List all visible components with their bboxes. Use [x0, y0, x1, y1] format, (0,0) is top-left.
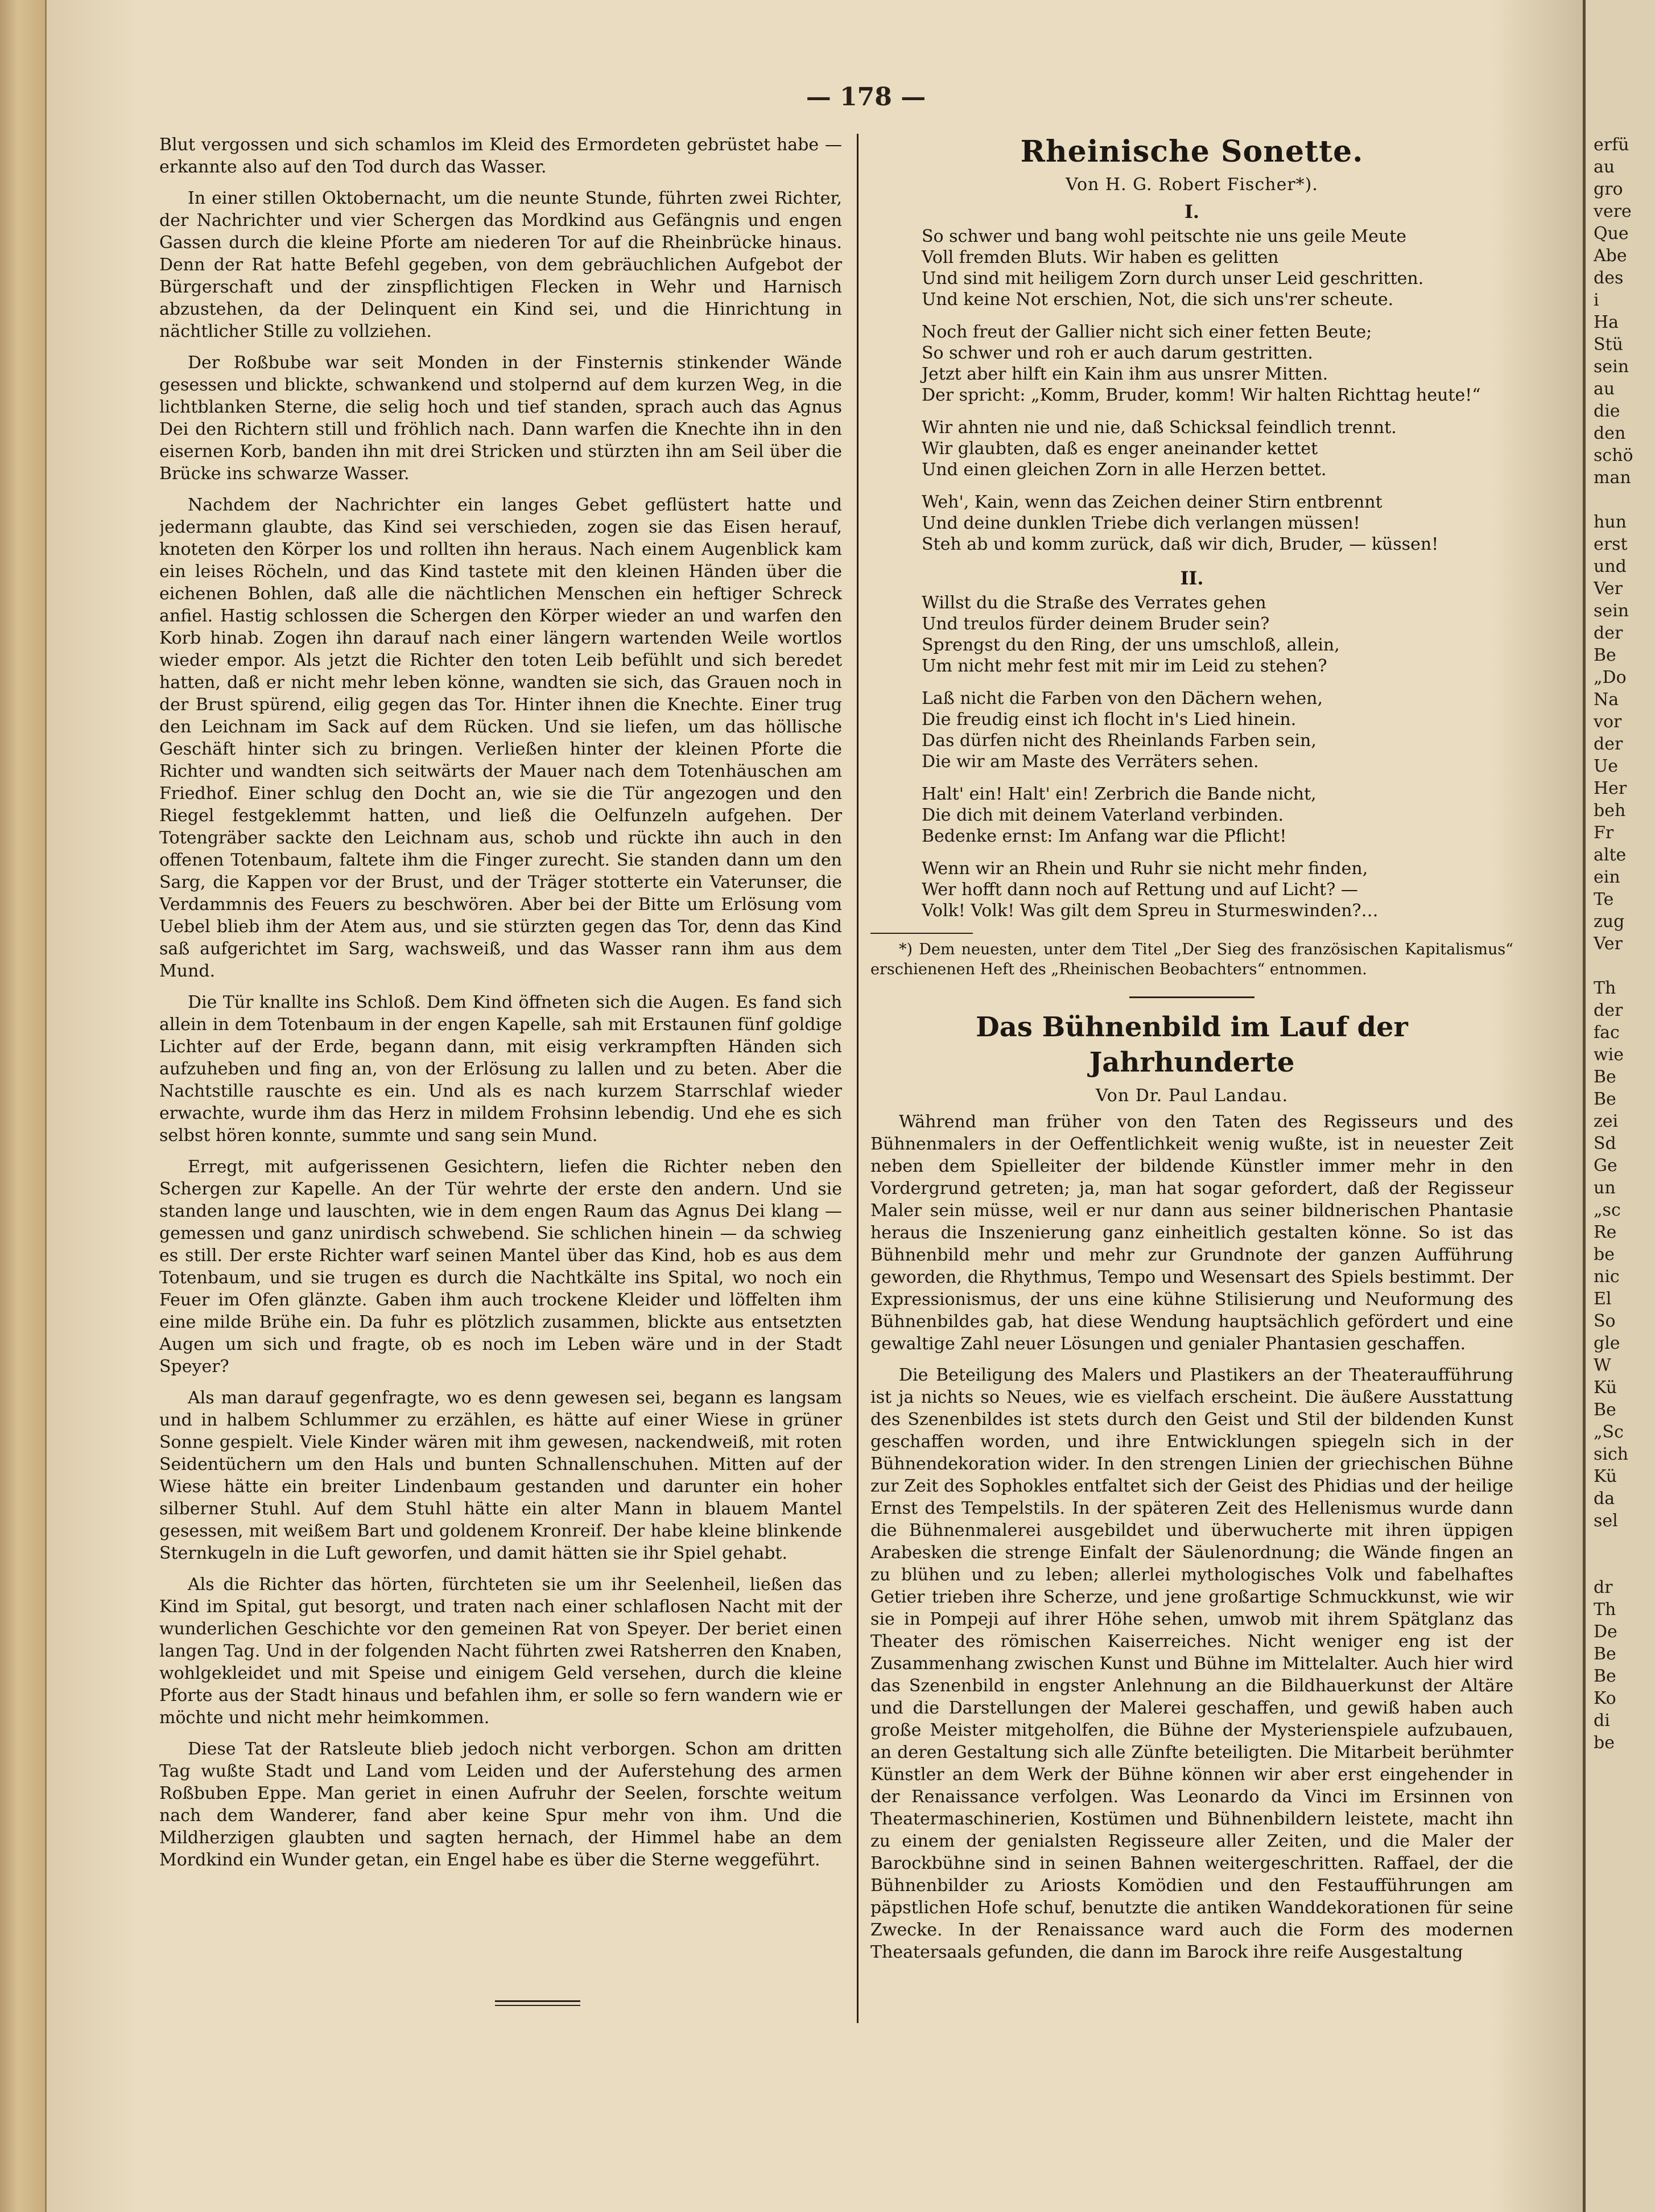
next-page-fragment-line: Ue: [1594, 756, 1619, 776]
poem-title: Rheinische Sonette.: [1020, 134, 1364, 169]
story-paragraph: Die Tür knallte ins Schloß. Dem Kind öffneten sich die Augen. Es fand sich allein in dem Totenbaum in der engen Kapelle, sah mit Erstaunen fünf goldige Lichter auf der Erde, begann dann, mit eisig verkrampften Händen sich aufzuheben und fing an, von der Erlösung zu lallen und zu beten. Aber die Nachtstille rauschte es ein. Und als es nach kurzem Starrschlaf wieder erwachte, wurde ihm das Herz in mildem Frohsinn lebendig. Und ehe es sich selbst hören konnte, summte und sang sein Mund.: [159, 992, 842, 1146]
poem-line: Die dich mit deinem Vaterland verbinden.: [922, 805, 1284, 825]
poem-line: Die wir am Maste des Verräters sehen.: [922, 752, 1259, 772]
story-paragraph: Der Roßbube war seit Monden in der Finsternis stinkender Wände gesessen und blickte, schwankend und stolpernd auf dem kurzen Weg, in die lichtblanken Sterne, die selig hoch und tief standen, sprach auch das Agnus Dei den Richtern still und fröhlich nach. Dann warfen die Knechte ihn in den eisernen Korb, banden ihn mit drei Stricken und stürzten ihn am Seil über die Brücke ins schwarze Wasser.: [159, 353, 842, 484]
poem-line: Steh ab und komm zurück, daß wir dich, Bruder, — küssen!: [922, 534, 1439, 554]
next-page-fragment-line: Ver: [1594, 579, 1623, 599]
next-page-fragment-line: des: [1594, 268, 1624, 288]
next-page-fragment-line: Que: [1594, 224, 1629, 244]
next-page-fragment-line: der: [1594, 1000, 1623, 1020]
next-page-fragment-line: Kü: [1594, 1467, 1617, 1486]
next-page-fragment-line: Sd: [1594, 1134, 1616, 1154]
poem-line: Wir ahnten nie und nie, daß Schicksal feindlich trennt.: [922, 418, 1397, 438]
next-page-fragment-line: erst: [1594, 534, 1628, 554]
next-page-fragment-line: So: [1594, 1311, 1616, 1331]
next-page-fragment-line: Be: [1594, 645, 1616, 665]
next-page-fragment-line: sein: [1594, 357, 1629, 377]
poem-line: Wenn wir an Rhein und Ruhr sie nicht mehr finden,: [922, 859, 1368, 879]
article-byline: Von Dr. Paul Landau.: [1095, 1086, 1289, 1106]
next-page-fragment-line: sein: [1594, 601, 1629, 621]
next-page-fragment-line: fac: [1594, 1023, 1620, 1043]
poem-stanza: [922, 592, 1513, 677]
poem-line: Und sind mit heiligem Zorn durch unser Leid geschritten.: [922, 269, 1424, 289]
next-page-fragment-line: Ge: [1594, 1156, 1617, 1176]
poem-line: So schwer und bang wohl peitschte nie uns geile Meute: [922, 226, 1406, 246]
next-page-fragment-line: [1586, 955, 1655, 977]
poem-line: Und treulos fürder deinem Bruder sein?: [922, 614, 1270, 634]
next-page-fragment-line: Ko: [1594, 1688, 1616, 1708]
next-page-fragment-line: der: [1594, 623, 1623, 643]
poem-line: So schwer und roh er auch darum gestritten.: [922, 343, 1313, 363]
next-page-fragment-line: nic: [1594, 1267, 1620, 1287]
next-page-fragment-line: ein: [1594, 867, 1620, 887]
poem-stanza: [922, 322, 1513, 406]
story-paragraph: Nachdem der Nachrichter ein langes Gebet geflüstert hatte und jedermann glaubte, das Kind sei verschieden, zogen sie das Eisen herauf, knoteten den Körper los und rollten ihn heraus. Nach einem Augenblick kam ein leises Röcheln, und das Kind tastete mit den kleinen Händen über die eichenen Bohlen, daß alle die nächtlichen Menschen ein heftiger Schreck anfiel. Hastig schlossen die Schergen den Körper wieder an und warfen den Korb hinab. Zogen ihn darauf nach einer längern wartenden Weile wortlos wieder empor. Als jetzt die Richter den toten Leib befühlt und sich beredet hatten, daß er nicht mehr leben könne, wandten sie sich, das Grauen noch in der Brust spürend, eilig gegen das Tor. Hinter ihnen die Knechte. Einer trug den Leichnam im Sack auf dem Rücken. Und sie liefen, um das höllische Geschäft hinter sich zu bringen. Verließen hinter der kleinen Pforte die Richter und wandten sich seitwärts der Mauer nach dem Totenhäuschen am Friedhof. Einer schlug den Docht an, wie sie die Tür angezogen und den Riegel festgeklemmt hatten, und ließ die Oelfunzeln aufgehen. Der Totengräber sackte den Leichnam aus, schob und rückte ihn auch in den offenen Totenbaum, faltete ihm die Finger zurecht. Sie standen dann um den Sarg, die Kappen vor der Brust, und der Träger stotterte ein Vaterunser, die Verdammnis des Feuers zu beschwören. Aber bei der Bitte um Erlösung vom Uebel blieb ihm der Atem aus, und sie stürzten gegen das Tor, denn das Kind saß aufgerichtet im Sarg, wachsweiß, und das Wasser rann ihm aus dem Mund.: [159, 495, 842, 981]
next-page-fragment-line: dr: [1594, 1577, 1613, 1597]
next-page-fragment-line: Kü: [1594, 1378, 1617, 1398]
next-page-fragment-line: Be: [1594, 1666, 1616, 1686]
next-page-fragment-line: [1586, 489, 1655, 511]
story-paragraph: Als die Richter das hörten, fürchteten sie um ihr Seelenheil, ließen das Kind im Spital, gut besorgt, und traten nach einer schlaflosen Nacht mit der wunderlichen Geschichte vor den gemeinen Rat von Speyer. Der beriet einen langen Tag. Und in der folgenden Nacht führten zwei Ratsherren den Knaben, wohlgekleidet und mit Speise und einigem Geld versehen, durch die kleine Pforte aus der Stadt hinaus und befahlen ihm, er solle so fern wandern wie er möchte und nicht mehr heimkommen.: [159, 1575, 842, 1728]
next-page-fragment-line: Be: [1594, 1644, 1616, 1664]
section-separator: [1129, 996, 1254, 998]
poem-line: Wer hofft dann noch auf Rettung und auf Licht? —: [922, 880, 1358, 900]
poem-line: Bedenke ernst: Im Anfang war die Pflicht!: [922, 826, 1287, 846]
next-page-fragment-line: „Sc: [1594, 1422, 1624, 1442]
poem-part-one-numeral: I.: [1184, 201, 1200, 223]
next-page-fragment-line: vor: [1594, 712, 1622, 732]
article-body: [870, 1111, 1513, 1963]
next-page-fragment-line: gro: [1594, 179, 1623, 199]
next-page-fragment-line: [1586, 1554, 1655, 1576]
poem-line: Jetzt aber hilft ein Kain ihm aus unsrer Mitten.: [922, 364, 1328, 384]
poem-footnote: *) Dem neuesten, unter dem Titel „Der Sieg des französischen Kapitalismus“ erschienenen Heft des „Rheinischen Beobachters“ entnommen.: [870, 941, 1513, 978]
story-paragraph: In einer stillen Oktobernacht, um die neunte Stunde, führten zwei Richter, der Nachrichter und vier Schergen das Mordkind aus Gefängnis und engen Gassen durch die kleine Pforte am niederen Tor auf die Rheinbrücke hinaus. Denn der Rat hatte Befehl gegeben, von dem gebräuchlichen Aufgebot der Bürgerschaft und der zinspflichtigen Flecken in Wehr und Harnisch abzustehen, da der Delinquent ein Kind sei, und die Hinrichtung in nächtlicher Stille zu vollziehen.: [159, 188, 842, 341]
poem-line: Der spricht: „Komm, Bruder, komm! Wir halten Richttag heute!“: [922, 385, 1481, 405]
next-page-fragment-line: sel: [1594, 1511, 1618, 1531]
next-page-fragment-line: zug: [1594, 912, 1625, 932]
next-page-fragment-line: Ha: [1594, 312, 1619, 332]
next-page-fragment-line: Her: [1594, 778, 1627, 798]
next-page-fragment-line: De: [1594, 1622, 1617, 1642]
poem-line: Und keine Not erschien, Not, die sich uns'rer scheute.: [922, 290, 1394, 310]
poem-stanza: [922, 417, 1513, 480]
next-page-fragment-line: schö: [1594, 446, 1633, 466]
next-page-fragment-line: Ver: [1594, 934, 1623, 954]
next-page-fragment-line: „Do: [1594, 668, 1627, 687]
next-page-fragment-line: da: [1594, 1489, 1615, 1509]
next-page-fragment-line: Th: [1594, 978, 1616, 998]
next-page-fragment-line: die: [1594, 401, 1620, 421]
poem-line: Halt' ein! Halt' ein! Zerbrich die Bande nicht,: [922, 784, 1316, 804]
poem-stanza: [922, 784, 1513, 847]
next-page-fragment-line: [1586, 1532, 1655, 1554]
article-paragraph: Die Beteiligung des Malers und Plastikers an der Theateraufführung ist ja nichts so Neues, wie es vielfach erscheint. Die äußere Ausstattung des Szenenbildes ist stets durch den Geist und Stil der bildenden Kunst geschaffen worden, und ihre Entwicklungen spiegeln sich in der Bühnendekoration wider. In den strengen Linien der griechischen Bühne zur Zeit des Sophokles entfaltet sich der Geist des Phidias und der heilige Ernst des Tempelstils. In der späteren Zeit des Hellenismus wurde dann die Bühnenmalerei ausgebildet und überwucherte mit ihren üppigen Arabesken die strenge Einfalt der Säulenordnung; die Wände fingen an zu blühen und zu leben; allerlei mythologisches Volk und fabelhaftes Getier trieben ihre Scherze, und jene großartige Schmuckkunst, wie wir sie in Pompeji auf ihrer Höhe sehen, umwob mit ihrem Spätglanz das Theater des römischen Kaiserreiches. Nicht weniger eng ist der Zusammenhang zwischen Kunst und Bühne im Mittelalter. Auch hier wird das Szenenbild in engster Anlehnung an die Bildhauerkunst der Altäre und die Darstellungen der Malerei geschaffen, und gewiß haben auch große Meister mitgeholfen, die Bühne der Mysterienspiele aufzubauen, an deren Gestaltung sich alle Zünfte beteiligten. Die Mitarbeit berühmter Künstler an dem Werk der Bühne können wir aber erst eingehender in der Renaissance verfolgen. Was Leonardo da Vinci im Ersinnen von Theatermaschinerien, Kostümen und Bühnenbildern leistete, macht ihn zu einem der genialsten Regisseure aller Zeiten, und die Maler der Barockbühne sind in seinen Bahnen weitergeschritten. Raffael, der die Bühnenbilder zu Ariosts Komödien und den Festaufführungen am päpstlichen Hofe schuf, benutzte die antiken Wanddekorationen für seine Zwecke. In der Renaissance ward auch die Form des modernen Theatersaals gefunden, die dann im Barock ihre reife Ausgestaltung: [870, 1365, 1513, 1962]
next-page-fragment-line: El: [1594, 1289, 1612, 1309]
next-page-fragment-line: Be: [1594, 1067, 1616, 1087]
book-binding: [0, 0, 47, 2212]
middle-column: [870, 134, 1513, 1989]
next-page-fragment-line: Abe: [1594, 246, 1627, 266]
poem-line: Weh', Kain, wenn das Zeichen deiner Stirn entbrennt: [922, 492, 1382, 512]
poem-stanza: [922, 492, 1513, 555]
next-page-fragment-line: der: [1594, 734, 1623, 754]
story-end-rule: [495, 2000, 580, 2006]
article-paragraph: Während man früher von den Taten des Regisseurs und des Bühnenmalers in der Oeffentlichkeit wenig wußte, ist in neuester Zeit neben dem Spielleiter der bildende Künstler immer mehr in den Vordergrund getreten; ja, man hat sogar gefordert, daß der Regisseur Maler sein müsse, weil er nur dann aus seiner bildnerischen Phantasie heraus die Inszenierung ganz einheitlich gestalten könne. So ist das Bühnenbild mehr und mehr zur Grundnote der ganzen Aufführung geworden, die Rhythmus, Tempo und Wesensart des Spiels bestimmt. Der Expressionismus, der uns eine kühne Stilisierung und Neuformung des Bühnenbildes gab, hat diese Wendung hauptsächlich gefördert und eine gewaltige Zahl neuer Lösungen und genialer Phantasien geschaffen.: [870, 1112, 1513, 1354]
next-page-fragment-line: gle: [1594, 1333, 1620, 1353]
next-page-fragment-line: den: [1594, 423, 1626, 443]
poem-line: Und einen gleichen Zorn in alle Herzen bettet.: [922, 460, 1327, 480]
next-page-fragment-line: Te: [1594, 889, 1614, 909]
poem-line: Noch freut der Gallier nicht sich einer fetten Beute;: [922, 322, 1372, 342]
poem-byline: Von H. G. Robert Fischer*).: [1066, 175, 1318, 195]
poem-stanza: [922, 226, 1513, 310]
next-page-fragment-line: Fr: [1594, 823, 1614, 843]
story-paragraph: Als man darauf gegenfragte, wo es denn gewesen sei, begann es langsam und in halbem Schlummer zu erzählen, es hätte auf einer Wiese in grüner Sonne gespielt. Viele Kinder wären mit ihm gewesen, nackendweiß, mit roten Seidentüchern um den Hals und bunten Schnallenschuhen. Mitten auf der Wiese hätte ein breiter Lindenbaum gestanden und darunter ein hoher silberner Stuhl. Auf dem Stuhl hätte ein alter Mann in blauem Mantel gesessen, mit weißem Bart und goldenem Kronreif. Der habe kleine blinkende Sternkugeln in die Luft geworfen, und damit hätten sie ihr Spiel gehabt.: [159, 1388, 842, 1563]
footnote-rule: [870, 933, 973, 934]
next-page-fragment-line: au: [1594, 379, 1615, 399]
next-page-fragment-line: W: [1594, 1356, 1611, 1375]
poem-stanza: [922, 688, 1513, 772]
poem-part-one: [870, 226, 1513, 555]
next-page-fragment-line: hun: [1594, 512, 1627, 532]
next-page-fragment-line: di: [1594, 1711, 1610, 1731]
poem-part-two-numeral: II.: [1180, 567, 1204, 589]
poem-line: Laß nicht die Farben von den Dächern wehen,: [922, 689, 1323, 709]
next-page-fragment-line: „sc: [1594, 1200, 1621, 1220]
next-page-fragment-line: Be: [1594, 1089, 1616, 1109]
next-page-fragment-line: sich: [1594, 1444, 1629, 1464]
poem-stanza: [922, 858, 1513, 921]
poem-line: Und deine dunklen Triebe dich verlangen müssen!: [922, 513, 1360, 533]
page-number: — 178 —: [806, 83, 926, 112]
story-paragraph: Blut vergossen und sich schamlos im Kleid des Ermordeten gebrüstet habe — erkannte also auf den Tod durch das Wasser.: [159, 135, 842, 177]
article-title: Das Bühnenbild im Lauf der Jahrhunderte: [976, 1011, 1408, 1078]
next-page-fragment-line: un: [1594, 1178, 1616, 1198]
story-paragraph: Diese Tat der Ratsleute blieb jedoch nicht verborgen. Schon am dritten Tag wußte Stadt und Land vom Leiden und der Auferstehung des armen Roßbuben Eppe. Man geriet in einen Aufruhr der Seelen, forschte weitum nach dem Wanderer, fand aber keine Spur mehr von ihm. Und die Mildherzigen glaubten und sagten hernach, der Himmel habe an dem Mordkind ein Wunder getan, ein Engel habe es über die Sterne weggeführt.: [159, 1739, 842, 1870]
next-page-fragment-line: beh: [1594, 801, 1626, 821]
poem-line: Die freudig einst ich flocht in's Lied hinein.: [922, 710, 1297, 730]
poem-line: Voll fremden Bluts. Wir haben es gelitten: [922, 248, 1279, 267]
next-page-fragment-line: alte: [1594, 845, 1627, 865]
next-page-fragment-line: au: [1594, 157, 1615, 177]
poem-line: Volk! Volk! Was gilt dem Spreu in Sturmeswinden?…: [922, 901, 1379, 921]
poem-line: Wir glaubten, daß es enger aneinander kettet: [922, 439, 1318, 459]
poem-line: Sprengst du den Ring, der uns umschloß, allein,: [922, 635, 1340, 655]
column-divider: [857, 134, 859, 2023]
left-column-story: [159, 134, 842, 2000]
next-page-fragment-line: i: [1594, 290, 1599, 310]
next-page-fragment-line: Re: [1594, 1222, 1617, 1242]
next-page-fragment-line: wie: [1594, 1045, 1624, 1065]
next-page-fragment-line: man: [1594, 468, 1631, 488]
next-page-fragment-line: erfü: [1594, 135, 1629, 155]
next-page-edge: [1583, 0, 1655, 2212]
next-page-fragment-line: Stü: [1594, 335, 1623, 355]
next-page-fragment-line: Na: [1594, 690, 1619, 710]
next-page-fragment-line: be: [1594, 1245, 1615, 1264]
next-page-fragment-line: Be: [1594, 1400, 1616, 1420]
next-page-fragment-line: zei: [1594, 1111, 1619, 1131]
poem-part-two: [870, 592, 1513, 921]
next-page-fragment-line: vere: [1594, 201, 1632, 221]
poem-line: Das dürfen nicht des Rheinlands Farben sein,: [922, 731, 1316, 751]
next-page-fragment-line: und: [1594, 557, 1627, 576]
poem-line: Um nicht mehr fest mit mir im Leid zu stehen?: [922, 656, 1327, 676]
poem-line: Willst du die Straße des Verrates gehen: [922, 593, 1266, 613]
next-page-fragment-line: Th: [1594, 1600, 1616, 1620]
next-page-fragment-line: be: [1594, 1733, 1615, 1753]
story-paragraph: Erregt, mit aufgerissenen Gesichtern, liefen die Richter neben den Schergen zur Kapelle. An der Tür wehrte der erste den andern. Und sie standen lange und lauschten, wie in dem engen Raum das Agnus Dei klang — gemessen und ganz unirdisch schwebend. Sie schlichen hinein — da schwieg es still. Der erste Richter warf seinen Mantel über das Kind, hob es aus dem Totenbaum, und sie trugen es durch die Nachtkälte ins Spital, wo noch ein Feuer im Ofen glänzte. Gaben ihm auch trockene Kleider und löffelten ihm eine milde Brühe ein. Da fuhr es plötzlich zusammen, blickte aus entsetzten Augen um sich und fragte, ob es noch im Leben wäre und in der Stadt Speyer?: [159, 1157, 842, 1377]
